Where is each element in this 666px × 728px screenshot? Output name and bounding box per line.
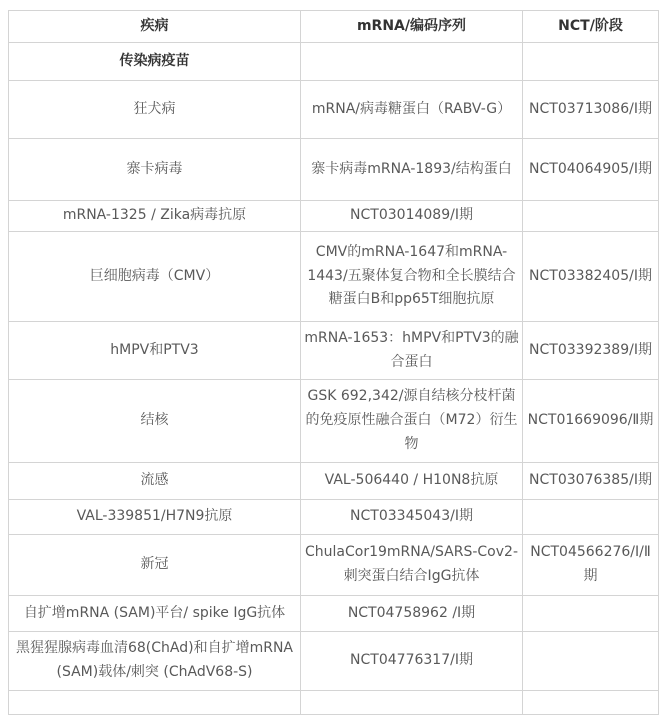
cell-nct-phase: NCT03392389/Ⅰ期 [523, 322, 659, 380]
cell-mrna-sequence: CMV的mRNA-1647和mRNA-1443/五聚体复合物和全长膜结合糖蛋白B和pp65T细胞抗原 [301, 232, 523, 322]
cell-disease: 狂犬病 [9, 81, 301, 139]
cell-mrna-sequence: GSK 692,342/源自结核分枝杆菌的免疫原性融合蛋白（M72）衍生物 [301, 380, 523, 463]
cell-mrna-sequence: mRNA-1653：hMPV和PTV3的融合蛋白 [301, 322, 523, 380]
table-row-chadv68 [9, 632, 659, 691]
cell-nct-phase: NCT01669096/Ⅱ期 [523, 380, 659, 463]
cell-disease: 结核 [9, 380, 301, 463]
table-row-sam-platform [9, 596, 659, 632]
cell-mrna-sequence: NCT04776317/Ⅰ期 [301, 632, 523, 691]
mrna-vaccine-trials-table [8, 10, 659, 715]
table-row-rabies [9, 81, 659, 139]
cell-disease: 新冠 [9, 535, 301, 596]
cell-nct-phase: NCT04566276/Ⅰ/Ⅱ期 [523, 535, 659, 596]
cell-mrna-sequence: NCT03345043/Ⅰ期 [301, 500, 523, 535]
cell-disease: 寨卡病毒 [9, 139, 301, 201]
cell-disease: 巨细胞病毒（CMV） [9, 232, 301, 322]
table-row-h7n9-antigen [9, 500, 659, 535]
section-label: 传染病疫苗 [9, 43, 301, 81]
cell-nct-phase: NCT04064905/Ⅰ期 [523, 139, 659, 201]
cell-mrna-sequence: VAL-506440 / H10N8抗原 [301, 463, 523, 500]
table-row-hmpv-ptv3 [9, 322, 659, 380]
section-row-infectious-disease-vaccines [9, 43, 659, 81]
cell-disease: mRNA-1325 / Zika病毒抗原 [9, 201, 301, 232]
table-row-zika [9, 139, 659, 201]
cell-mrna-sequence: NCT03014089/Ⅰ期 [301, 201, 523, 232]
cell-disease: hMPV和PTV3 [9, 322, 301, 380]
empty-cell [9, 691, 301, 715]
cell-mrna-sequence: NCT04758962 /Ⅰ期 [301, 596, 523, 632]
cell-nct-phase [523, 632, 659, 691]
table-row-cmv [9, 232, 659, 322]
cell-disease: 流感 [9, 463, 301, 500]
column-header-disease: 疾病 [9, 11, 301, 43]
cell-nct-phase [523, 201, 659, 232]
cell-nct-phase: NCT03076385/Ⅰ期 [523, 463, 659, 500]
cell-disease: VAL-339851/H7N9抗原 [9, 500, 301, 535]
column-header-nct-phase: NCT/阶段 [523, 11, 659, 43]
empty-cell [301, 691, 523, 715]
empty-cell [523, 43, 659, 81]
column-header-mrna-sequence: mRNA/编码序列 [301, 11, 523, 43]
table-row-influenza [9, 463, 659, 500]
cell-disease: 黑猩猩腺病毒血清68(ChAd)和自扩增mRNA (SAM)载体/刺突 (ChAdV68-S) [9, 632, 301, 691]
table-header-row [9, 11, 659, 43]
empty-cell [523, 691, 659, 715]
cell-mrna-sequence: ChulaCor19mRNA/SARS-Cov2-刺突蛋白结合IgG抗体 [301, 535, 523, 596]
cell-nct-phase: NCT03713086/Ⅰ期 [523, 81, 659, 139]
table-row-covid19 [9, 535, 659, 596]
cell-mrna-sequence: 寨卡病毒mRNA-1893/结构蛋白 [301, 139, 523, 201]
empty-cell [301, 43, 523, 81]
table-row-tuberculosis [9, 380, 659, 463]
cell-nct-phase: NCT03382405/Ⅰ期 [523, 232, 659, 322]
cell-mrna-sequence: mRNA/病毒糖蛋白（RABV-G） [301, 81, 523, 139]
cell-nct-phase [523, 596, 659, 632]
cell-disease: 自扩增mRNA (SAM)平台/ spike IgG抗体 [9, 596, 301, 632]
cell-nct-phase [523, 500, 659, 535]
clipped-next-row [9, 691, 659, 715]
table-row-zika-antigen [9, 201, 659, 232]
